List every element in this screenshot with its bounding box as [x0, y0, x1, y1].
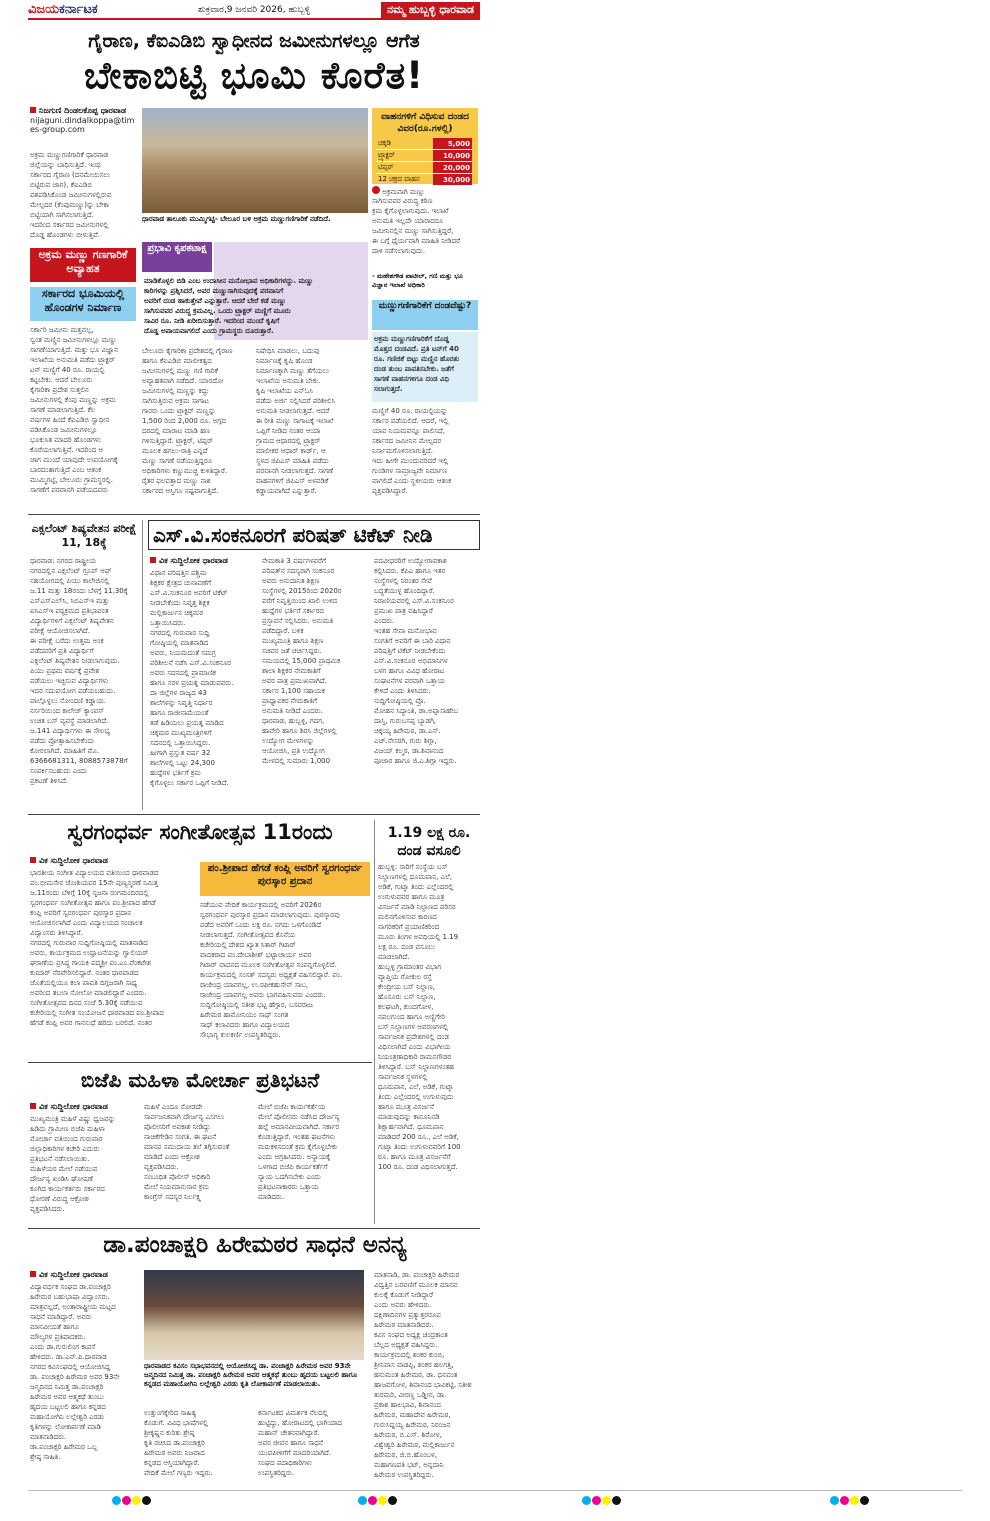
story2-byline: ವಿಕ ಸುದ್ದಿಲೋಕ ಧಾರವಾಡ — [150, 556, 228, 566]
black-dot-icon — [142, 1496, 151, 1505]
magenta-dot-icon — [592, 1496, 601, 1505]
lead-photo-mining-site — [142, 108, 368, 213]
lead-email: nijaguni.dindalkoppa@times-group.com — [30, 116, 135, 134]
black-dot-icon — [388, 1496, 397, 1505]
story5-headline: ಡಾ.ಪಂಚಾಕ್ಷರಿ ಹಿರೇಮಠರ ಸಾಧನೆ ಅನನ್ಯ — [103, 1232, 407, 1258]
byline-marker-icon — [30, 1103, 36, 1109]
byline-marker-icon — [30, 1271, 36, 1277]
story5-photo-book-release — [144, 1270, 364, 1360]
story2-col-1: ವಿಧಾನ ಪರಿಷತ್ತಿನ ಪಶ್ಚಿಮ ಶಿಕ್ಷಕರ ಕ್ಷೇತ್ರದ ಚುನಾವಣೆಗೆ ಎಸ್.ವಿ.ಸಂಕನೂರ ಅವರಿಗೆ ಟಿಕೆಟ್ ನೀಡಬೇಕೆಂದು ನಿವೃತ್ತ ಶಿಕ್ಷಕ ಮಲ್ಲಿಕಾರ್ಜುನ ಚಿಕ್ಕಮಠ ಒತ್ತಾಯಿಸಿದರು. ನಗರದಲ್ಲಿ ಗುರುವಾರ ಸುದ್ದಿ ಗೋಷ್ಠಿಯಲ್ಲಿ ಮಾತನಾಡಿದ ಅವರು, ನಿಯಮದಂತೆ ಸಮಗ್ರ ಪರಿಶೀಲನೆ ನಡೆಸಿ ಎಸ್.ವಿ.ಸಂಕನೂರ ಅವರು ಸದನದಲ್ಲಿ ಪ್ರಾಮಾಣಿಕ ಹಾಗೂ ಸರಳ ಪ್ರಯತ್ನ ಮಾಡುವವರು. ದಾ ಜಿಲ್ಲೆಗಳ ರಾಜ್ಯದ 43 ಶಾಲೆಗಳನ್ನು ನಿವೃತ್ತಿ ನಿರ್ಧಾರ ಹಾಗೂ ರಾಜೀನಾಮೆಯಂತೆ ತಡೆ ಹಿಡಿಯಲು ಪ್ರಯತ್ನ ಮಾಡಿದ ಚಿಕ್ಕಮಠ ಮುಖ್ಯಮಂತ್ರಿಗಳಿಗೆ ಸದನದಲ್ಲಿ ಒತ್ತಾಯಿಸಿದ್ದರು. ಹೀಗಾಗಿ ಪ್ರಸ್ತುತ ವರ್ಷ 32 ಶಾಲೆಗಳಲ್ಲಿ ಒಟ್ಟು 24,300 ಹುದ್ದೆಗಳ ಭರ್ತಿಗೆ ಕ್ರಮ ಕೈಗೊಳ್ಳಲು ಸರ್ಕಾರ ಒಪ್ಪಿಗೆ ನೀಡಿದೆ. — [150, 569, 234, 787]
story4-col-3: ಮೇಲೆ ಬಿಜೆಪಿ ಕಾರ್ಯಕರ್ತೆಯ ಮೇಲೆ ಪೊಲೀಸರು ನಡೆಸಿದ ದೌರ್ಜನ್ಯ ಹಲ್ಲೆ ಅಮಾನವೀಯವಾಗಿದೆ. ಸರ್ಕಾರ ಕೊಡುತ್ತಿದ್ದಾರೆ. ಇಂತಹ ಘಟನೆಗಳು ಮರುಕಳಿಸದಂತೆ ಕ್ರಮ ಕೈಗೊಳ್ಳಬೇಕು ಎಂದು ಆಗ್ರಹಿಸಿದರು. ಅನ್ಯಾಯಕ್ಕೆ ಒಳಗಾದ ಬಿಜೆಪಿ ಕಾರ್ಯಕರ್ತೆಗೆ ನ್ಯಾಯ ಒದಗಿಸಬೇಕು ಎಂದು ಪ್ರತಿಭಟನಾಕಾರರು ಒತ್ತಾಯ ಮಾಡಿದರು. — [258, 1103, 340, 1201]
lead-byline-block — [30, 106, 138, 134]
blank-right-area — [480, 0, 990, 1490]
section-divider — [28, 514, 480, 515]
fines-value: 30,000 — [433, 174, 472, 186]
color-registration-mark — [358, 1496, 397, 1505]
story2-headline: ಎಸ್.ವಿ.ಸಂಕನೂರಗೆ ಪರಿಷತ್ ಟಿಕೆಟ್ ನೀಡಿ — [148, 520, 480, 550]
fines-value: 20,000 — [433, 162, 472, 174]
lead-text-col-4: ಮಣ್ಣಿಗೆ 40 ರೂ. ರಾಯಲ್ಟಿಯನ್ನು ಸರ್ಕಾರ ಪಡೆಯಲಿದೆ. ಆದರೆ, ಇಲ್ಲಿ ಯಾವ ನಿಯಮವನ್ನೂ ಪಾಲಿಸದೆ, ಸರ್ಕಾರದ ಜಮೀನಿನ ಮೇಲ್ಪದರ ನಿರ್ನಾಮಗೊಳಿಸಲಾಗುತ್ತಿದೆ. ಇದು ಹೀಗೇ ಮುಂದುವರಿದರೆ ಇಲ್ಲಿ ಗುಂಡಿಗಳ ಸಾಮ್ರಾಜ್ಯವೇ ನಿರ್ಮಾಣ ವಾಗಲಿದೆ ಎಂದು ಸ್ಥಳೀಯರು ಆತಂಕ ವ್ಯಕ್ತಪಡಿಸಿದ್ದಾರೆ. — [372, 407, 452, 495]
fines-label: 12 ಚಕ್ರದ ವಾಹನ — [376, 174, 433, 186]
cyan-dot-icon — [830, 1496, 839, 1505]
page-bottom-rule — [28, 1490, 962, 1491]
story2-col-3: ಪದವೀಧರರಿಗೆ ಉದ್ಯೋಗಾವಕಾಶ ಕಲ್ಪಿಸಿದರು. ಕೆಪಿಎ ಹಾಗೂ ಇತರ ಸಂಸ್ಥೆಗಳಲ್ಲಿ ನಿರಂತರ ಸೇವೆ ಬದ್ಧತೆಯುಳ್ಳ ಹೊಂದಿದ್ದಾರೆ. ನಿರಾಣಿಯವರಲ್ಲಿ ಎಸ್.ವಿ.ಸಂಕನೂರ ಪ್ರಮುಖ ಪಾತ್ರ ವಹಿಸಿದ್ದಾರೆ ಎಂದರು. ಇಂತಹ ಸೇವಾ ಮನೋಭಾವ ಸಂಗತಿಗೆ ಅವರಿಗೆ ಈ ಬಾರಿ ವಿಧಾನ ಪರಿಷತ್ತಿಗೆ ಟಿಕೆಟ್ ನೀಡಬೇಕೆಂದು ಎಸ್.ವಿ.ಸಂಕನೂರ ಅಭಿಮಾನಿಗಳ ಬಳಗ ಹಾಗೂ ವಿವಿಧ ಹೋರಾಟ ಸಂಘಟನೆಗಳ ಪರವಾಗಿ ಒತ್ತಾಯ ಕೇಳಿದೆ ಎಂದು ತಿಳಿಸಿದರು. ಸುದ್ದಿಗೋಷ್ಠಿಯಲ್ಲಿ ಪ್ರೊ. ಮೋಹನ ಸಿದ್ಧಾಂತಿ, ಡಾ.ಅಪ್ಪಾಸಾಹೇಬ ದಾಸ್ತಿ, ಗುರುಬಸಪ್ಪ ಬ್ಯಾಡಗಿ, ಚಿಕ್ಕಯ್ಯ ಹಿರೇಮಠ, ಡಾ.ಎಸ್. ಎಚ್.ನೇಸರಗಿ, ಗುರು ಶಿಗ್ಗಾ, ವಿಜಯ್ ಕಲ್ಮಠ, ಡಾ.ಶಿವಾನಂದ ಪೂಜಾರ ಹಾಗೂ ಜಿ.ಎ.ಶಿಗ್ಗಾ ಇದ್ದರು. — [374, 557, 459, 765]
magenta-dot-icon — [122, 1496, 131, 1505]
story5-byline: ವಿಕ ಸುದ್ದಿಲೋಕ ಧಾರವಾಡ — [30, 1270, 108, 1280]
story5-col-4: ಮಾತನಾಡಿ, ಡಾ. ಪಂಚಾಕ್ಷರಿ ಹಿರೇಮಠ ವಿದ್ವತ್ತಿನ ಬರವಣಿಗೆ ಮೂಲಕ ಮಾನವ ಕುಲಕ್ಕೆ ಕೊಡುಗೆ ನೀಡಿದ್ದಾರೆ ಎಂದು ಅವರು ಹೇಳಿದರು. ದಕ್ಷಿಣಾದಿನಗಳ ಪ್ರತ್ಯುತ್ತರರೂಪ ಹಿರೇಮಠ ಮಾತನಾಡಿದರು. ಕವಿಸ ಸಂಘದ ಅಧ್ಯಕ್ಷ ಚಂದ್ರಕಾಂತ ಬೆಲ್ಲದ ಅಧ್ಯಕ್ಷತೆ ವಹಿಸಿದ್ದರು. ಕಾರ್ಯಕ್ರಮದಲ್ಲಿ ಶಂಕರ ಕುಂಬಿ, ಶ್ರೀನಿವಾಸ ವಾಡಪ್ಪಿ, ಶಂಕರ ಹಲಗತ್ತಿ, ಹನುಮಂತ ಹಿರೇಮಠ, ಡಾ. ಧನವಂತ ಹಾಜವಗೋಳ, ಶಿವಾನಂದ ಭಾವಿಕಟ್ಟಿ, ಸತೀಶ ತುರಮರಿ, ವೀರಣ್ಣ ಒಡ್ಡೀನ, ಡಾ. ಪ್ರಕಾಶ ಹಾಲಭಾವಿ, ಶಿವಾನಂದ ಹಿರೇಮಠ, ಮಹಾದೇವ ಹಿರೇಮಠ, ಗುರುಸಿದ್ದಯ್ಯ ಹಿರೇಮಠ, ನಿರಂಜನ ಹಿರೇಮಠ, ಬಿ.ಎಸ್. ಶಿರೋಳ, ವಿಶ್ವೇಶ್ವರಿ ಹಿರೇಮಠ, ಮಲ್ಲಿಕಾರ್ಜುನ ಹಿರೇಮಠ, ಜಿ.ಬಿ.ಹೊಂಬಳ, ಮಹಾಗಣಪತಿ ಭಟ್, ಅನ್ನದಾನಿ ಹಿರೇಮಠ ಉಪಸ್ಥಿತರಿದ್ದರು. — [374, 1271, 472, 1479]
lead-photo-caption: ಧಾರವಾಡ ತಾಲೂಕು ಮುಮ್ಮಿಗಟ್ಟಿ- ಬೇಲೂರ ಬಳಿ ಅಕ್ರಮ ಮಣ್ಣುಗಣಿಗಾರಿಕೆ ನಡೆದಿದೆ. — [142, 215, 331, 223]
story3-byline: ವಿಕ ಸುದ್ದಿಲೋಕ ಧಾರವಾಡ — [30, 856, 108, 866]
color-registration-mark — [830, 1496, 869, 1505]
story5-photo-caption: ಧಾರವಾಡದ ಕವಿಸಂ ಸಭಾಭವನದಲ್ಲಿ ಆಯೋಜಿಸಿದ್ದ ಡಾ. ಪಂಚಾಕ್ಷರಿ ಹಿರೇಮಠ ಅವರ 93ನೇ ಜನ್ಮದಿನದ ನಿಮಿತ್ತ ಡಾ. ಪಂಚಾಕ್ಷರಿ ಹಿರೇಮಠ ಅವರ ಆತ್ಮಕಥೆ ತುಂಬು ಹೃದಯ ಬಟ್ಟಲಲಿ ಹಾಗೂ ಕನ್ನಡದ ಮಹಾಯೋಗಿನಿ ಲಲ್ಲೇಶ್ವರಿ ಎರಡು ಕೃತಿ ಲೋಕಾರ್ಪಣೆ ಮಾಡಲಾಯಿತು. — [144, 1362, 357, 1388]
byline-marker-icon — [30, 107, 36, 113]
quote-marker-icon — [372, 186, 380, 194]
cyan-dot-icon — [582, 1496, 591, 1505]
magenta-dot-icon — [368, 1496, 377, 1505]
cyan-dot-icon — [112, 1496, 121, 1505]
lead-kicker: ಗೈರಾಣ, ಕೆಐಎಡಿಬಿ ಸ್ವಾಧೀನದ ಜಮೀನುಗಳಲ್ಲೂ ಆಗೆತ — [88, 30, 420, 52]
masthead — [28, 2, 480, 20]
yellow-dot-icon — [850, 1496, 859, 1505]
logo-part-1: ವಿಜಯ — [28, 2, 60, 17]
magenta-dot-icon — [840, 1496, 849, 1505]
story2-col-2: ನೇಮಕಾತಿ 3 ವರ್ಷಗಳವರೆಗೆ ಪರಿಷತ್‌ನ ಸದಸ್ಯರಾಗಿ ಸಂಕನೂರ ಅವರು ಅನುದಾನಿತ ಶಿಕ್ಷಣ ಸಂಸ್ಥೆಗಳಲ್ಲಿ 2015ರಿಂದ 2020ರ ವರೆಗೆ ನಿವೃತ್ತಿಯಿಂದ ಖಾಲಿ ಉಳಿದ ಹುದ್ದೆಗಳ ಭರ್ತಿಗೆ ಸರ್ಕಾರದ ಪ್ರಸ್ತಾವನೆ ಸಲ್ಲಿಸಿದರು. ಅನುಮತಿ ಪಡೆದಿದ್ದಾರೆ. ಬಳಿಕ ಮುಖ್ಯಮಂತ್ರಿ ಹಾಗೂ ಶಿಕ್ಷಣ ಸಚಿವರ ಜತೆ ಚರ್ಚಿಸಿದ್ದರು. ಸಮಯದಲ್ಲಿ 15,000 ಪ್ರಾಥಮಿಕ ಶಾಲಾ ಶಿಕ್ಷಕರ ನೇಮಕಾತಿಗೆ ಅವರ ಪಾತ್ರ ಪ್ರಮುಖವಾಗಿದೆ. ಸರ್ಕಾರ 1,100 ಸಹಾಯಕ ಪ್ರಾಧ್ಯಾಪಕರ ನೇಮಕಾತಿಗೆ ಅನುಮತಿ ನೀಡಿದೆ ಎಂದರು. ಧಾರವಾಡ, ಹುಬ್ಬಳ್ಳಿ, ಗದಗ, ಹಾವೇರಿ ಹಾಗೂ ಶಿರಸಿ ಜಿಲ್ಲೆಗಳಲ್ಲಿ ಉದ್ಯೋಗ ಮೇಳಗಳನ್ನು ಆಯೋಜಿಸಿ, ಪ್ರತಿ ಉದ್ಯೋಗ ಮೇಳದಲ್ಲಿ ಸುಮಾರು 1,000 — [262, 557, 342, 765]
black-dot-icon — [860, 1496, 869, 1505]
fines-label: ಚಕ್ಕಡಿ — [376, 138, 433, 150]
story4-col-2: ಮಹಿಳೆ ಎಂದೂ ನೋಡದೇ ಸಾರ್ವಜನಿಕವಾಗಿ ದೌರ್ಜನ್ಯ ಎಸಗಲು ಪೊಲೀಸರಿಗೆ ಅವಕಾಶ ನೀಡಿದ್ದು ನಾಚಿಕೆಗೇಡಿನ ಸಂಗತಿ. ಈ ಘಟನೆ ಮಾನವ ಸಮುದಾಯ ತಲೆ ತಗ್ಗಿಸುವಂತೆ ಮಾಡಿದೆ ಎಂದು ಆಕ್ರೋಶ ವ್ಯಕ್ತಪಡಿಸಿದರು. ಸಂಬಂಧಿತ ಪೊಲೀಸ್ ಅಧಿಕಾರಿ ಮೇಲೆ ನಿಯಮಾನುಸಾರ ಕ್ರಮ ಕಾಂಗ್ರೆಸ್ ಸದಸ್ಯರ ನಿರ್ಲಕ್ಷ್ಯ — [144, 1103, 230, 1201]
fines-label: ಟ್ರ್ಯಾಕ್ಟರ್ — [376, 150, 433, 162]
story5-col-1: ವಿದ್ಯಾವರ್ಧಕ ಸಂಘದ ಡಾ.ಪಂಚಾಕ್ಷರಿ ಹಿರೇಮಠ ಬಹುಭಾಷಾ ವಿದ್ವಾಂಸರು. ಮಾತ್ರವಲ್ಲದೆ, ಅಂತಾರಾಷ್ಟ್ರೀಯ ಮಟ್ಟದ ಸಾಧನೆ ಮಾಡಿದ್ದಾರೆ. ಅವರು ಮಾನವೀಯತೆ ಹಾಗೂ ಮೌಲ್ಯಗಳ ಪ್ರತಿಪಾದಕರು. ಎಂದು ಡಾ.ಗುರುಲಿಂಗ ಕಾಪಸೆ ಹೇಳಿದರು. ಡಾ.ಎನ್.ಪಿ.ಧಾರವಾಡ ನಗರದ ಕವಿಸಂಘದಲ್ಲಿ ಆಯೋಜಿಸಿದ್ದ ಡಾ. ಪಂಚಾಕ್ಷರಿ ಹಿರೇಮಠ ಅವರ 93ನೇ ಜನ್ಮದಿನದ ನಿಮಿತ್ತ ಡಾ.ಪಂಚಾಕ್ಷರಿ ಹಿರೇಮಠ ಅವರ ಆತ್ಮಕಥೆ ತುಂಬು ಹೃದಯ ಬಟ್ಟಲಲಿ ಹಾಗೂ ಕನ್ನಡದ ಮಹಾಯೋಗಿನಿ ಲಲ್ಲೇಶ್ವರಿ ಎರಡು ಕೃತಿಗಳನ್ನು ಲೋಕಾರ್ಪಣೆ ಮಾಡಿ ಮಾತನಾಡಿದರು. ಡಾ.ಪಂಚಾಕ್ಷರಿ ಹಿರೇಮಠ ಒಬ್ಬ ಶ್ರೇಷ್ಠ ಸಾಹಿತಿ. — [30, 1283, 120, 1461]
black-dot-icon — [612, 1496, 621, 1505]
yellow-dot-icon — [378, 1496, 387, 1505]
column-divider — [142, 520, 143, 810]
fines-value: 10,000 — [433, 150, 472, 162]
story3-col-1: ಭಾರತೀಯ ಸಂಗೀತ ವಿದ್ಯಾಲಯದ ವತಿಯಿಂದ ಧಾರವಾಡದ ಪಂ.ಭೀಮಸೇನ ಜೋಶಿಯವರ 15ನೇ ಪುಣ್ಯಸ್ಮರಣೆ ನಿಮಿತ್ತ ಜ.11ರಂದು ಬೆಳಿಗ್ಗೆ 10ಕ್ಕೆ ಸೃಜನಾ ರಂಗಮಂದಿರದಲ್ಲಿ ಸ್ವರಗಂಧರ್ವ ಸಂಗೀತೋತ್ಸವ ಹಾಗೂ ಪಂ.ಶ್ರೀಪಾದ ಹೆಗಡೆ ಕಂಪ್ಲಿ ಅವರಿಗೆ ಸ್ವರಗಂಧರ್ವ ಪುರಸ್ಕಾರ ಪ್ರದಾನ ಆಯೋಜಿಸಲಾಗಿದೆ ಎಂದು ವಿದ್ಯಾಲಯದ ಸಂಚಾಲಕ ವಿದ್ವಾಂಸರು ತಿಳಿಸಿದ್ದಾರೆ. ನಗರದಲ್ಲಿ ಗುರುವಾರ ಸುದ್ದಿಗೋಷ್ಠಿಯಲ್ಲಿ ಮಾತನಾಡಿದ ಅವರು, ಕಾರ್ಯಕ್ರಮದ ಉದ್ಘಾಟನೆಯನ್ನು ಗ್ವಾಲಿಯರ್ ಘರಾಣೆಯ ಪ್ರಸಿದ್ಧ ಗಾಯಕಿ ಪದ್ಮಶ್ರೀ ಪಂ.ಎಂ.ವೆಂಕಟೇಶ ಕುಮಾರ್ ನೆರವೇರಿಸಲಿದ್ದಾರೆ. ನಂತರ ಧಾರವಾಡದ ಜೊತೆಯಲ್ಲಿಯೂ ಕಲಾ ಪಾವತಿ ದಿಗ್ಗಜರಾಗಿ ಸಾಧ್ಯ ಅವರಿಂದ ತಬಲಾ ಸೋಲೋ ಮಾಡಲಿದ್ದಾರೆ ಎಂದರು. ಸಂಗೀತೋತ್ಸವದ ದಿನದ ಸಂಜೆ 5.30ಕ್ಕೆ ನಡೆಯುವ ಕಚೇರಿಯಲ್ಲಿ ಸಂಗೀತ ಸಂಯೋಜನೆ ಧಾರವಾಡದ ಪಂ.ಶ್ರೀಪಾದ ಹೆಗಡೆ ಕಂಪ್ಲಿ ಅವರ ಗಾನಸುಧೆ ಹರಿದು ಬರಲಿದೆ. ನಂತರ — [30, 869, 164, 1027]
scholarship-text: ಧಾರವಾಡ: ನಗರದ ರಾಷ್ಟ್ರೀಯ ನಗರದಲ್ಲಿನ ಎಕ್ಸಲೆಂಟ್ ಗ್ರೂಪ್ ಆಫ್ ಸಹಯೋಗದಲ್ಲಿ ಪಿಯು ಕಾಲೇಜಿನಲ್ಲಿ ಜ.11 ಮತ್ತು 18ರಂದು ಬೆಳಗ್ಗೆ 11.30ಕ್ಕೆ ಎಸ್‌ಎಸ್‌ಎಲ್‌ಸಿ, ಸಿಬಿಎಸ್‌ಇ ಮತ್ತು ಐಸಿಎಸ್‌ಇ ಪಠ್ಯಕ್ರಮದ ಪ್ರತಿಭಾವಂತ ವಿದ್ಯಾರ್ಥಿಗಳಿಗೆ ಎಕ್ಸಲೆಂಟ್ ಶಿಷ್ಯವೇತನ ಪರೀಕ್ಷೆ ಆಯೋಜಿಸಲಾಗಿದೆ. ಈ ಪರೀಕ್ಷೆ ಬರೆದು ಉತ್ತಮ ಅಂಕ ಪಡೆದವರಿಗೆ ಪ್ರತಿ ವಿದ್ಯಾರ್ಥಿಗೆ ಎಕ್ಸಲೆಂಟ್ ಶಿಷ್ಯವೇತನ ನೀಡಲಾಗುವುದು. ಪಿಯು ಪ್ರಥಮ ವರ್ಷಕ್ಕೆ ಪ್ರವೇಶ ಪಡೆಯಲು ಇಚ್ಛಿಸುವ ವಿದ್ಯಾರ್ಥಿಗಳು ಇದರ ಸದುಪಯೋಗ ಪಡೆಯಬಹುದು. ಪಾಲ್ಗೊಳ್ಳಲು ನೋಂದಣಿ ಕಡ್ಡಾಯ. ನರ್ಸರಿಯಿಂದ ಕಾಲೇಜ್ ಕ್ಯಾಂಪಸ್ ಉಚಿತ ಬಸ್ ವ್ಯವಸ್ಥೆ ಮಾಡಲಾಗಿದೆ. ಜ.141 ವಿದ್ಯಾರ್ಥಿಗಳು ಈ ಸೌಲಭ್ಯ ಪಡೆದು ಪ್ರೋತ್ಸಾಹಿಸಬೇಕೆಂದು ಕೋರಲಾಗಿದೆ. ಮಾಹಿತಿಗೆ ಮೊ. 6366681311, 8088573878ಗೆ ಸಂಪರ್ಕಿಸಬಹುದು ಎಂದು ಪ್ರಕಟಣೆ ತಿಳಿಸಿದೆ. — [30, 557, 128, 785]
yellow-dot-icon — [132, 1496, 141, 1505]
right-blue-label-fine: ಮಣ್ಣುಗಣಿಗಾರಿಕೆಗೆ ದಂಡವೆಷ್ಟು? — [372, 300, 478, 330]
cyan-dot-icon — [358, 1496, 367, 1505]
story3-headline: ಸ್ವರಗಂಧರ್ವ ಸಂಗೀತೋತ್ಸವ 11ರಂದು — [67, 820, 333, 844]
dateline: ಶುಕ್ರವಾರ,9 ಜನವರಿ 2026, ಹುಬ್ಬಳ್ಳಿ — [198, 5, 311, 15]
lead-byline: ನಿಜಗುಣಿ ದಿಂಡಲಕೊಪ್ಪ ಧಾರವಾಡ — [30, 106, 138, 116]
fines-table — [376, 138, 472, 186]
color-registration-mark — [582, 1496, 621, 1505]
section-divider — [28, 1228, 480, 1229]
column-divider — [374, 820, 375, 1224]
fines-box — [372, 108, 478, 184]
lead-text-col-1b: ಸರ್ಕಾರಿ ಜಮೀನು ಮತ್ತವಲ್ಲ, ಸ್ವಂತ ಮಣ್ಣಿನ ಜಮೀನುಗಳಲ್ಲೂ ಮಣ್ಣು ಸಾಗಣೆಯಾಗುತ್ತಿದೆ. ಮತ್ತು ಭೂ ವಿಜ್ಞಾನ ಇಲಾಖೆಯ ಅನುಮತಿ ಪಡೆದು ಟ್ರ್ಯಾಕ್ಟರ್ ಟನ್ ಮಣ್ಣಿಗೆ 40 ರೂ. ರಾಯಲ್ಟಿ ಕಟ್ಟಬೇಕು. ಆದರೆ ಬೇಲೂರು ಕೈಗಾರಿಕಾ ಪ್ರದೇಶ ಸುತ್ತಲಿನ ಜಮೀನುಗಳಲ್ಲಿ ಕೆಂಪು ಮಣ್ಣನ್ನು ಅಕ್ರಮ ಸಾಗಣೆ ಮಾಡಲಾಗುತ್ತಿದೆ. ಕೆಲ ವರ್ಷಗಳ ಹಿಂದೆ ಕೆಐಎಡಿಬಿ ಸ್ವಾಧೀನ ಪಡಿಸಿಕೊಂಡ ಜಮೀನುಗಳಲ್ಲೂ ಭೂಕುಸಿತ ಮಾದರಿ ಹೊಂಡಗಳು ಕೊರೆಯಲಾಗುತ್ತಿವೆ. ಇದರಿಂದ ಆ ಜಾಗ ಮುಂದೆ ಯಾವುದೇ ಉಪಯೋಗಕ್ಕೆ ಬಾರದಂತಾಗುತ್ತಿದೆ ಎಂಬ ಆತಂಕ ಮುಮ್ಮಿಗಟ್ಟಿ, ಬೇಲೂರು ಗ್ರಾಮಸ್ಥರಲ್ಲಿ. ಸಾಗಣೆಗೆ ಪರವಾನಗಿ ಪಡೆಯದವರು — [30, 326, 119, 494]
quote-author: - ಮಹೇಶಗೌಡ ಪಾಟೀಲ್, ಗಣಿ ಮತ್ತು ಭೂ ವಿಜ್ಞಾನ ಇಲಾಖೆ ಅಧಿಕಾರಿ — [372, 272, 463, 289]
lead-text-col-2: ಬೇಲೂರು ಕೈಗಾರಿಕಾ ಪ್ರದೇಶದಲ್ಲಿ ಗೈರಾಣ ಹಾಗೂ ಕೆಐಎಡಿಬಿ ಮಾಲೀಕತ್ವದ ಜಮೀನುಗಳಲ್ಲಿ ಮಣ್ಣು ಗಣಿ ಗಾರಿಕೆ ಅವ್ಯಾಹತವಾಗಿ ನಡೆದಿದೆ. ಯಾರದೋ ಜಮೀನುಗಳಲ್ಲಿ ಮಣ್ಣನ್ನು ಕದ್ದು ಸಾಗಿಸುತ್ತಿರುವ ಅಕ್ರಮ ಸಾಗಾಟ ಗಾರರು ಒಂದು ಟ್ರ್ಯಾಕ್ಟರ್ ಮಣ್ಣನ್ನು 1,500 ರಿಂದ 2,000 ರೂ. ಅಗ್ಗದ ದರದಲ್ಲಿ ಮಾರಾಟ ಮಾಡಿ ಹಣ ಗಳಿಸುತ್ತಿದ್ದಾರೆ. ಟ್ರ್ಯಾಕ್ಟರ್, ಟಿಪ್ಪರ್ ಮೂಲಕ ಹಗಲು-ರಾತ್ರಿ ಎನ್ನದೆ ಮಣ್ಣು ಸಾಗಣೆ ನಡೆಯುತ್ತಿದ್ದರೂ ಅಧಿಕಾರಿಗಳು ಕಣ್ಣುಮುಚ್ಚಿ ಕುಳಿತಿದ್ದಾರೆ. ರೈತರ ಫಲವತ್ತಾದ ಮಣ್ಣು ನಾಶ ಸರ್ಕಾರದ ಆಸ್ತಿಗೂ ನಷ್ಟವಾಗುತ್ತಿದೆ. — [142, 347, 233, 495]
blue-label-pits: ಸರ್ಕಾರದ ಭೂಮಿಯಲ್ಲಿ ಹೊಂಡಗಳ ನಿರ್ಮಾಣ — [30, 287, 136, 321]
fines-row — [376, 150, 472, 162]
lead-headline: ಬೇಕಾಬಿಟ್ಟಿ ಭೂಮಿ ಕೊರೆತ! — [83, 54, 425, 97]
fines-title: ವಾಹನಗಳಿಗೆ ವಿಧಿಸುವ ದಂಡದ ವಿವರ(ರೂ.ಗಳಲ್ಲಿ) — [381, 112, 469, 134]
fine-explainer: ಅಕ್ರಮ ಮಣ್ಣುಗಣಿಗಾರಿಕೆಗೆ ದೊಡ್ಡ ಮೊತ್ತದ ದಂಡವಿದೆ. ಪ್ರತಿ ಟನ್‌ಗೆ 40 ರೂ. ಗಣಿಜಿಕೆ ಬಿಟ್ಟು ಮಣ್ಣಿನ ಹೊರತು ದಂಡ ತುಂಬ ಪಾವತಿಸಬೇಕು. ಜತೆಗೆ ಸಾಗಣೆ ವಾಹನಗಳಿಗೂ ದಂಡ ವಿಧಿ ಸಲಾಗುತ್ತದೆ. — [372, 332, 478, 402]
fines-label: ಟಿಪ್ಪರ್ — [376, 162, 433, 174]
story3-award-box: ಪಂ.ಶ್ರೀಪಾದ ಹೆಗಡೆ ಕಂಪ್ಲಿ ಅವರಿಗೆ ಸ್ವರಗಂಧರ್ವ ಪುರಸ್ಕಾರ ಪ್ರದಾನ — [200, 862, 370, 896]
section-divider — [28, 1062, 372, 1063]
story4-headline: ಬಿಜೆಪಿ ಮಹಿಳಾ ಮೋರ್ಚಾ ಪ್ರತಿಭಟನೆ — [80, 1068, 320, 1092]
section-divider — [28, 814, 480, 815]
edition-label: ನಮ್ಮ ಹುಬ್ಬಳ್ಳಿ ಧಾರವಾಡ — [381, 2, 480, 20]
story5-col-2: ಉತ್ತುಂಗಕ್ಕೇರಿದ ಸಾಹಿತ್ಯ ಕೊಡುಗೆ. ವಿವಿಧ ಭಾಷೆಗಳಲ್ಲಿ ಶ್ರೀಕೃಷ್ಣನ ಕುರಿತು ಶ್ರೇಷ್ಠ ಕೃತಿ ರಚಿಸಿದ ಡಾ.ಪಂಚಾಕ್ಷರಿ ಹಿರೇಮಠ ಅವರು ನಿಜವಾದ ಕನ್ನಡದ ಆಸ್ತಿಯಾಗಿದ್ದಾರೆ. ವೇದಿಕೆ ಮೇಲೆ ಗಣ್ಯರು ಇದ್ದರು. — [144, 1409, 213, 1477]
lead-text-col-3: ನಿಷೇಧಿಸಿ ಮಾಡಲು, ಬದುವು ನಿರ್ಮಾಣಕ್ಕೆ ಕೃಷಿ ಹೊಂಡ ನಿರ್ಮಾಣಕ್ಕಾಗಿ ಮಣ್ಣು ತೆಗೆಯಲು ಇಲಾಖೆಯ ಅನುಮತಿ ಬೇಕು. ಕೃಷಿ ಇಲಾಖೆಯ ಎನ್‌ಓಸಿ ಪಡೆದು ಅರ್ಜಿ ಸಲ್ಲಿಸಿದರೆ ಪರಿಶೀಲಿಸಿ ಅನುಮತಿ ನೀಡಲಾಗುತ್ತದೆ. ಆದರೆ ಈ ರೀತಿ ಮಣ್ಣು ಸಾಗಾಟಕ್ಕೆ ಇಲಾಖೆ ಒಪ್ಪಿಗೆ ನೀಡಿದ ನಂತರ ಆಯಾ ಗ್ರಾಮದ ಆಧಾರದಲ್ಲಿ ಟ್ರ್ಯಾಕ್ಟರ್ ಮಾಲೀಕರ ಆಧಾರ್ ಕಾರ್ಡ್, ಆ ಸ್ಥಳದ ಜಿಪಿಎಸ್ ಮಾಹಿತಿ ಪಡೆದು ಪರವಾನಗಿ ನೀಡಲಾಗುತ್ತದೆ. ಸಾಗಣೆ ವಾಹನಗಳಿಗೆ ಜಿಪಿಎಸ್ ಅಳವಡಿಕೆ ಕಡ್ಡಾಯವಾಗಿದೆ ಎನ್ನುತ್ತಾರೆ. — [256, 347, 336, 495]
fines-row — [376, 138, 472, 150]
yellow-dot-icon — [602, 1496, 611, 1505]
byline-marker-icon — [150, 557, 156, 563]
byline-marker-icon — [30, 857, 36, 863]
fines-value: 5,000 — [433, 138, 472, 150]
color-registration-mark — [112, 1496, 151, 1505]
story3-col-2: ನಡೆಯುವ ವೇದಿಕೆ ಕಾರ್ಯಕ್ರಮದಲ್ಲಿ ಅವರಿಗೆ 2026ರ ಸ್ವರಗಂಧರ್ವ ಪುರಸ್ಕಾರ ಪ್ರದಾನ ಮಾಡಲಾಗುವುದು. ಪುರಸ್ಕಾರವು ಪಡೆದ ಅವರಿಗೆ ಒಂದು ಲಕ್ಷ ರೂ. ನಗದು ಒಳಗೊಂಡಿದೆ ನೀಡಲಾಗುತ್ತದೆ. ಸಂಗೀತೋತ್ಸವದ ಕೊನೆಯ ಕಚೇರಿಯಲ್ಲಿ ದೇಶದ ಖ್ಯಾತ ಸಿತಾರ್ ಗಿಟಾರ್ ವಾದಕರಾದ ಪಂ.ದೇಬಾಶೀಶ್ ಭಟ್ಟಾಚಾರ್ಯ ಅವರ ಗಿಟಾರ್ ವಾದನದ ಮೂಲಕ ಸಂಗೀತೋತ್ಸವ ಸಂಪನ್ನಗೊಳ್ಳಲಿದೆ. ಕಾರ್ಯಕ್ರಮದಲ್ಲಿ ಸಂಸತ್ ಸದಸ್ಯರು ಅಧ್ಯಕ್ಷತೆ ವಹಿಸಲಿದ್ದಾರೆ. ಪಂ. ರಾಜೇಂದ್ರ ಯಾವಗಲ್ಲ, ಉ.ರಫೀಕಹುಸೇನ್ ಸಾಬ, ರಾಜೇಂದ್ರ ಯಾವಗಲ್ಲ ಅವರು ಭಾಗವಹಿಸುವರು ಎಂದರು. ಸುದ್ದಿಗೋಷ್ಠಿಯಲ್ಲಿ ಸತೀಶ ಭಟ್ಟ ಹೆಗ್ಗಾರ, ಬಸವರಾಜ ಹಿರೇಮಠ ಹಾಮೋನಿಯಂ ಸಾಥ್ ಸಂಗತ ಸಾಥ್ ಕಲಾವಿದರು ಹಾಗೂ ವಿದ್ಯಾಲಯದ ಸೌಭಾಗ್ಯ ಕುಲಕರ್ಣಿ ಉಪಸ್ಥಿತರಿದ್ದರು. — [200, 901, 343, 1039]
story3-side-title: 1.19 ಲಕ್ಷ ರೂ. ದಂಡ ವಸೂಲಿ — [387, 825, 471, 859]
story4-byline: ವಿಕ ಸುದ್ದಿಲೋಕ ಧಾರವಾಡ — [30, 1102, 108, 1112]
scholarship-title: ಎಕ್ಸಲೆಂಟ್ ಶಿಷ್ಯವೇತನ ಪರೀಕ್ಷೆ 11, 18ಕ್ಕೆ — [31, 522, 137, 549]
fines-row — [376, 162, 472, 174]
lead-text-col-1a: ಅಕ್ರಮ ಮಣ್ಣುಗಣಿಗಾರಿಕೆ ಧಾರವಾಡ ಜಿಲ್ಲೆಯನ್ನು ಬಾಧಿಸುತ್ತಿದೆ. ಇಂಥ ಸರ್ಕಾರದ ಗೈರಾಣ (ದನಮೇಯಿಸಲು ಬಿಟ್ಟಿರುವ ಜಾಗ), ಕೆಐಎಡಿಬಿ ವಶಪಡಿಸಿಕೊಂಡ ಜಮೀನುಗಳಲ್ಲಿರುವ ಮೇಲ್ಪದರ (ಕೆಂಪುಮಣ್ಣು)ನ್ನು ಬೇಕಾ ಬಿಟ್ಟಿಯಾಗಿ ಸಾಗಿಸಲಾಗುತ್ತಿದೆ. ಇದರಿಂದ ಸರ್ಕಾರದ ಜಮೀನುಗಳಲ್ಲಿ ದೊಡ್ಡ ಹೊಂಡಗಳು ಬೀಳುತ್ತಿವೆ. — [30, 151, 112, 239]
red-label-illegal-mining: ಅಕ್ರಮ ಮಣ್ಣು ಗಣಗಾರಿಕೆ ಅವ್ಯಾಹತ — [30, 248, 136, 282]
story4-col-1: ಮುಖ್ಯಮಂತ್ರಿ ಮಹಿಳೆ ವಿಷ್ಣು ಧ್ವಜವನ್ನು ಹಿಡಿದು ಗ್ರಾಮೀಣ ಬಿಜೆಪಿ ಮಹಿಳಾ ಮೋರ್ಚಾ ವತಿಯಿಂದ ಗುರುವಾರ ಜಿಲ್ಲಾಧಿಕಾರಿಗಳ ಕಚೇರಿ ಎದುರು ಪ್ರತಿಭಟನೆ ನಡೆಸಲಾಯಿತು. ಮಹಿಳೆಯರ ಮೇಲೆ ನಡೆಯುವ ದೌರ್ಜನ್ಯ ಖಂಡಿಸಿ ಘೋಷಣೆ ಕೂಗಿದ ಕಾರ್ಯಕರ್ತರು ಸರ್ಕಾರದ ಧೋರಣೆ ವಿರುದ್ಧ ಆಕ್ರೋಶ ವ್ಯಕ್ತಪಡಿಸಿದರು. — [30, 1115, 116, 1213]
fines-row — [376, 174, 472, 186]
purple-label-influence: ಪ್ರಭಾವಿ ಕೃಪಕಟಾಕ್ಷ — [142, 242, 212, 272]
fine-collection-text: ಹುಬ್ಬಳ್ಳಿ: ಸಾರಿಗೆ ಸಂಸ್ಥೆಯ ಬಸ್ ನಿಲ್ದಾಣಗಳಲ್ಲಿ ಧೂಮಪಾನ, ಎಲೆ, ಅಡಿಕೆ, ಗುಟ್ಕಾ ತಿಂದು ಎಲ್ಲೆಂದರಲ್ಲಿ ಉಗುಳುವವರ ಹಾಗೂ ಮೂತ್ರ ವಿಸರ್ಜನೆ ಮಾಡಿ ನಿಲ್ದಾಣದ ಪರಿಸರ ಮಲಿನಗೊಳಿಸುವ ಕಾರಣದ ನಾಗರಿಕರಿಗೆ ಪ್ರಯಾಣಿಕರಿಂದ ಮೂರು ತಿಂಗಳ ಅವಧಿಯಲ್ಲಿ 1.19 ಲಕ್ಷ ರೂ. ದಂಡ ವಸೂಲು ಮಾಡಲಾಗಿದೆ. ಹುಬ್ಬಳ್ಳಿ ಗ್ರಾಮಾಂತರ ವಿಭಾಗ ವ್ಯಾಪ್ತಿಯ ಗೋಕುಲ ರಸ್ತೆ ಕೇಂದ್ರೀಯ ಬಸ್ ನಿಲ್ದಾಣ, ಹೊಸೂರು ಬಸ್ ನಿಲ್ದಾಣ, ಕಲಘಟಗಿ, ಕುಂದಗೋಳ, ನವಲಗುಂದ ಹಾಗೂ ಅಣ್ಣಿಗೇರಿ ಬಸ್ ನಿಲ್ದಾಣಗಳ ಆವರಣಗಳಲ್ಲಿ ಸಾರ್ವಜನಿಕ ಪ್ರದೇಶಗಳಲ್ಲಿ ದಂಡ ವಿಧಿಸಲಾಗಿದೆ ಎಂದು ವಿಭಾಗೀಯ ನಿಯಂತ್ರಣಾಧಿಕಾರಿ ರಾಮನಗೌಡರ ತಿಳಿಸಿದ್ದಾರೆ. ಬಸ್ ನಿಲ್ದಾಣಗಳಂತಹ ಸಾರ್ವಜನಿಕ ಸ್ಥಳಗಳಲ್ಲಿ ಧೂಮಪಾನ, ಎಲೆ, ಅಡಿಕೆ, ಗುಟ್ಕಾ ತಿಂದು ಎಲ್ಲೆಂದರಲ್ಲಿ ಉಗುಳುವುದು ಹಾಗೂ ಮೂತ್ರ ವಿಸರ್ಜನೆ ಮಾಡುವುದನ್ನು ಕಾನೂನಿನಡಿ ಶಿಕ್ಷಾರ್ಹವಾಗಿದೆ. ಧೂಮಪಾನ ಮಾಡಿದರೆ 200 ರೂ., ಎಲೆ ಅಡಿಕೆ, ಗುಟ್ಕಾ ತಿಂದು ಉಗುಳುವವರಿಗೆ 100 ರೂ. ಹಾಗೂ ಮೂತ್ರ ವಿಸರ್ಜನೆಗೆ 100 ರೂ. ದಂಡ ವಿಧಿಸಲಾಗುತ್ತದೆ. — [378, 863, 461, 1171]
logo-part-2: ಕರ್ನಾಟಕ — [59, 2, 98, 17]
newspaper-logo — [28, 2, 98, 17]
story5-col-3: ಕರ್ನಾಟಕದ ವಿಮರ್ಶಕ ನೆಲದಲ್ಲಿ ಹುಟ್ಟಿದ್ದು, ಹೋರಾಟದಲ್ಲಿ ಭಾಗಿಯಾದ ಮಹಾನ್ ಚೇತನವಾಗಿದ್ದಾರೆ. ಅವರ ಜೀವನ ಹಾಗೂ ಸಾಧನೆ ಯುವಪೀಳಿಗೆಗೆ ಮಾದರಿಯಾಗಿದೆ. ಸಂಘದ ಪದಾಧಿಕಾರಿಗಳು ಉಪಸ್ಥಿತರಿದ್ದರು. — [258, 1409, 342, 1477]
purple-sidebar-text: ಮಾಡಿಕೊಳ್ಳಲಿ ಬಿಡಿ ಎಂಬ ಉದಾಸೀನ ಮನೋಭಾವ ಅಧಿಕಾರಿಗಳದ್ದು. ಮಣ್ಣು ಕಾರಿಗಳನ್ನು ಪ್ರಶ್ನಿಸಿದರೆ, ಅವರ ಮಣ್ಣುಸಾಗಿಸುವುದಕ್ಕೆ ಪರವಾನಿಗೆ ಅವರಿಗೆ ದಂಡ ಹಾಕುತ್ತೇವೆ ಎನ್ನುತ್ತಾರೆ. ಆದರೆ ಬೇರೆ ಕಡೆ ಮಣ್ಣು ಸಾಗಿಸುವವರ ವಿರುದ್ಧ ಕ್ರಮವಿಲ್ಲ. ಒಂದು ಟ್ರ್ಯಾಕ್ಟರ್ ಮಣ್ಣಿಗೆ ಮೂರು ಸಾವಿರ ರೂ. ನೀಡಿ ಖರೀದಿಸುತ್ತಾರೆ. ಇದರಿಂದ ಮುಂದೆ ಕೃಷಿಗೆ ದೊಡ್ಡ ಅಪಾಯವಾಗಲಿದೆ ಎಂದು ಗ್ರಾಮಸ್ಥರು ದೂರುತ್ತಾರೆ. — [144, 277, 314, 335]
quote-text: ಅಕ್ರಮವಾಗಿ ಮಣ್ಣು ಸಾಗಿಸುವವರ ವಿರುದ್ಧ ಕಠಿಣ ಕ್ರಮ ಕೈಗೊಳ್ಳಲಾಗುವುದು. ಇಲಾಖೆ ಅನುಮತಿ ಇಲ್ಲದೇ ಯಾರಾದರೂ ಜಮೀನಿನಲ್ಲಿನ ಮಣ್ಣು ಸಾಗಿಸುತ್ತಿದ್ದರೆ, ಈ ಬಗ್ಗೆ ಧೈರ್ಯವಾಗಿ ಮಾಹಿತಿ ನೀಡಿದರೆ ದಾಳಿ ನಡೆಸಲಾಗುವುದು. — [372, 188, 461, 255]
